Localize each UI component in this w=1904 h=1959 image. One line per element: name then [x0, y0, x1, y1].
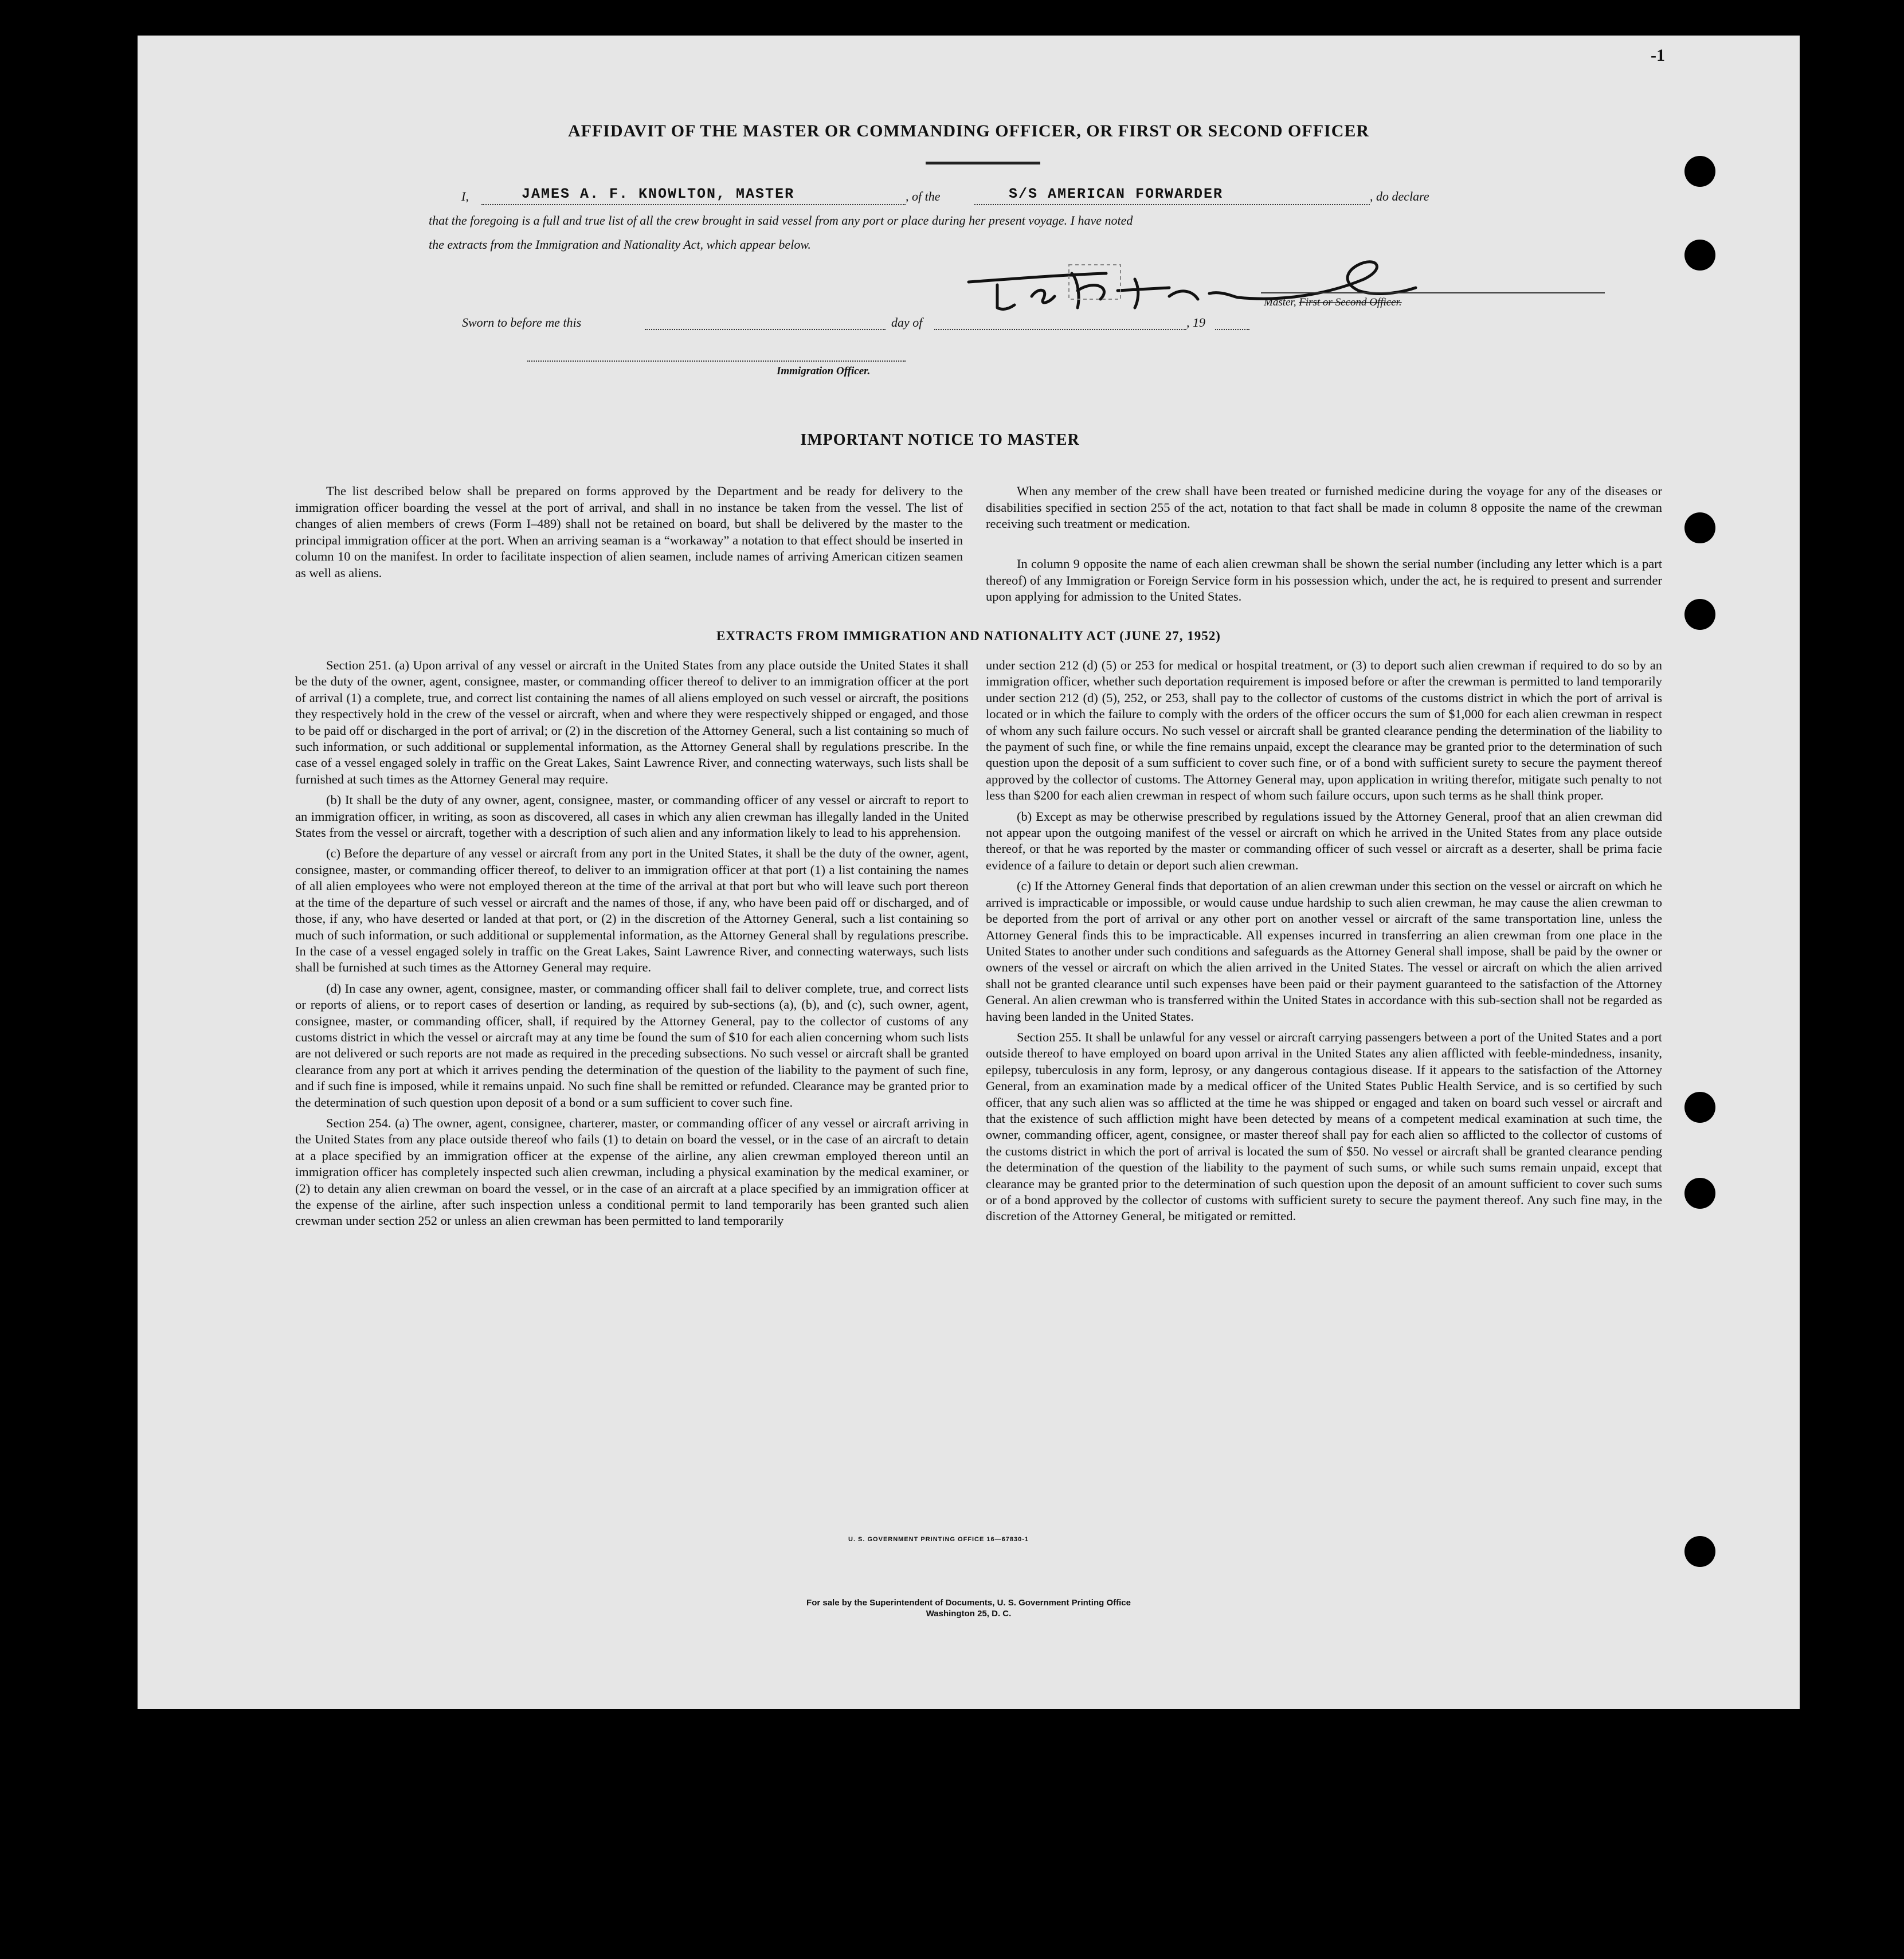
notice-right-paragraph-2: In column 9 opposite the name of each alien crewman shall be shown the serial number (including any letter which is a part thereof) of any Immigration or Foreign Service form in his possession which, under the act, he is required to present and surrender upon applying for admission to the United States.	[986, 557, 1662, 604]
signature-line	[1261, 292, 1605, 293]
vessel-name: S/S AMERICAN FORWARDER	[1009, 186, 1224, 202]
section-251-a: Section 251. (a) Upon arrival of any vessel or aircraft in the United States from any place outside the United States it shall be the duty of the owner, agent, consignee, master, or commanding officer thereof to deliver to an immigration officer at the port of arrival (1) a complete, true, and correct list containing the names of all aliens employed on such vessel or aircraft, the positions they respectively hold in the crew of the vessel or aircraft, when and where they were respectively shipped or engaged, and those to be paid off or discharged in the port of arrival; or (2) in the discretion of the Attorney General, such a list containing so much of such information, or such additional or supplemental information, as the Attorney General shall by regulations prescribe. In the case of a vessel engaged solely in traffic on the Great Lakes, Saint Lawrence River, and connecting waterways, such lists shall be furnished at such times as the Attorney General may require.	[295, 658, 969, 786]
punch-hole	[1684, 512, 1715, 543]
punch-hole	[1684, 1536, 1715, 1567]
section-254-c: (c) If the Attorney General finds that deportation of an alien crewman under this section on the vessel or aircraft on which he arrived is impracticable or impossible, or would cause undue hardship to such alien crewman, he may cause the alien crewman to be deported from the port of arrival or any other port on another vessel or aircraft of the same transportation line, unless the Attorney General finds this to be impracticable. All expenses incurred in transferring an alien crewman from one place in the United States to another under such conditions and safeguards as the Attorney General shall impose, shall be paid by the owner or owners of the vessel or aircraft on which the alien arrived in the United States. The vessel or aircraft on which the alien arrived shall not be granted clearance until such expenses have been paid or their payment guaranteed to the satisfaction of the Attorney General. An alien crewman who is transferred within the United States in accordance with this sub-section shall not be regarded as having been landed in the United States.	[986, 879, 1662, 1024]
punch-hole	[1684, 599, 1715, 630]
declaration-line-3: the extracts from the Immigration and Nationality Act, which appear below.	[429, 237, 811, 252]
section-254-a-continued: under section 212 (d) (5) or 253 for medical or hospital treatment, or (3) to deport such alien crewman if required to do so by an immigration officer, whether such deportation requirement is imposed before or after the crewman is permitted to land temporarily under section 212 (d) (5), 252, or 253, shall pay to the collector of customs of the customs district in which the port of arrival is located or in which the failure to comply with the orders of the officer occurs the sum of $1,000 for each alien crewman in respect of whom any such failure occurs. No such vessel or aircraft shall be granted clearance pending the determination of the liability to the payment of such fine, or while the fine remains unpaid, except the clearance may be granted prior to the determination of such question upon the deposit of a sum sufficient to cover such fine, or of a bond with sufficient surety to secure the payment thereof approved by the collector of customs. The Attorney General may, upon application in writing therefor, mitigate such penalty to not less than $200 for each alien crewman in respect of whom such failure occurs, upon such terms as he shall think proper.	[986, 658, 1662, 803]
sworn-label: Sworn to before me this	[462, 315, 582, 330]
notice-title: IMPORTANT NOTICE TO MASTER	[800, 431, 1080, 449]
signature-caption	[1264, 296, 1402, 309]
section-251-b: (b) It shall be the duty of any owner, agent, consignee, master, or commanding officer of any vessel or aircraft to report to an immigration officer, in writing, as soon as discovered, all cases in which any alien crewman has illegally landed in the United States from the vessel or aircraft, together with a description of such alien and any information likely to lead to his apprehension.	[295, 793, 969, 840]
notice-left-paragraph: The list described below shall be prepared on forms approved by the Department and be ready for delivery to the immigration officer boarding the vessel at the port of arrival, and shall in no instance be taken from the vessel. The list of changes of alien members of crews (Form I–489) shall not be retained on board, but shall be delivered by the master to the principal immigration officer at the port. When an arriving seaman is a “workaway” a notation to that effect should be inserted in column 10 on the manifest. In order to facilitate inspection of alien seamen, include names of arriving American citizen seamen as well as aliens.	[295, 484, 963, 580]
master-name: JAMES A. F. KNOWLTON, MASTER	[522, 186, 795, 202]
section-255: Section 255. It shall be unlawful for any vessel or aircraft carrying passengers between a port of the United States and a port outside thereof to have employed on board upon arrival in the United States any alien afflicted with feeble-mindedness, insanity, epilepsy, tuberculosis in any form, leprosy, or any dangerous contagious disease. If it appears to the satisfaction of the Attorney General, from an examination made by a medical officer of the United States Public Health Service, and is so certified by such officer, that any such alien was so afflicted at the time he was shipped or engaged and taken on board such vessel or aircraft and that the existence of such affliction might have been detected by means of a competent medical examination at such time, the owner, commanding officer, agent, consignee, or master thereof shall pay for each alien so afflicted to the collector of customs of the customs district in which the port of arrival is located the sum of $50. No vessel or aircraft shall be granted clearance pending the determination of the question of the liability to the payment of such sums, or while such sums remain unpaid, except that clearance may be granted prior to the determination of such question upon the deposit of an amount sufficient to cover such sums or of a bond approved by the collector of customs with sufficient surety to secure the payment thereof. Any such fine may, in the discretion of the Attorney General, be mitigated or remitted.	[986, 1029, 1662, 1224]
title-rule	[926, 162, 1040, 164]
punch-hole	[1684, 156, 1715, 187]
sale-line-1: For sale by the Superintendent of Documents, U. S. Government Printing Office	[806, 1598, 1131, 1608]
section-251-d: (d) In case any owner, agent, consignee, master, or commanding officer shall fail to deliver complete, true, and correct lists or reports of aliens, or to report cases of desertion or landing, as required by sub-sections (a), (b), and (c), such owner, agent, consignee, master, or commanding officer, shall, if required by the Attorney General, pay to the collector of customs of any customs district in which the vessel or aircraft may at any time be found the sum of $10 for each alien concerning whom such lists are not delivered or such reports are not made as required in the preceding subsections. No such vessel or aircraft shall be granted clearance from any port at which it arrives pending the determination of the question of the liability to the payment of such fine, and if such fine is imposed, while it remains unpaid. No such fine shall be remitted or refunded. Clearance may be granted prior to the determination of such question upon deposit of a bond or a sum sufficient to cover such fine.	[295, 981, 969, 1110]
declaration-i-label: I,	[461, 189, 469, 203]
extracts-left-column	[295, 657, 969, 1234]
name-line	[481, 204, 906, 205]
punch-hole	[1684, 240, 1715, 271]
affidavit-title: AFFIDAVIT OF THE MASTER OR COMMANDING OFFICER, OR FIRST OR SECOND OFFICER	[567, 122, 1370, 140]
year-line	[1215, 329, 1249, 330]
officer-signature-line	[527, 361, 906, 362]
section-254-a: Section 254. (a) The owner, agent, consignee, charterer, master, or commanding officer of any vessel or aircraft arriving in the United States from any place outside thereof who fails (1) to detain on board the vessel, or in the case of an aircraft to detain at a place specified by an immigration officer at the expense of the airline, any alien crewman employed thereon until an immigration officer has completely inspected such alien crewman, including a physical examination by the medical examiner, or (2) to detain any alien crewman on board the vessel, or in the case of an aircraft at a place specified by an immigration officer at the expense of the airline, after such inspection unless a conditional permit to land temporarily has been granted such alien crewman under section 252 or unless an alien crewman has been permitted to land temporarily	[295, 1115, 969, 1228]
page-number-mark: -1	[1651, 46, 1665, 65]
section-254-b: (b) Except as may be otherwise prescribed by regulations issued by the Attorney General, proof that an alien crewman did not appear upon the outgoing manifest of the vessel or aircraft on which he arrived in the United States from any place outside thereof, or that he was reported by the master or commanding officer of such vessel or aircraft as a deserter, shall be prima facie evidence of a failure to detain or deport such alien crewman.	[986, 809, 1662, 872]
section-251-c: (c) Before the departure of any vessel or aircraft from any port in the United States, it shall be the duty of the owner, agent, consignee, master, or commanding officer thereof, to deliver to an immigration officer at that port (1) a list containing the names of all alien employees who were not employed thereon at the time of the arrival at that port but who will leave such port thereon at the time of the departure of such vessel or aircraft and the names of those, if any, who have been paid off or discharged, and of those, if any, who have deserted or landed at that port, or (2) in the discretion of the Attorney General, such a list containing so much of such information, or such additional or supplemental information, as the Attorney General shall by regulations prescribe. In the case of a vessel engaged solely in traffic on the Great Lakes, Saint Lawrence River, and connecting waterways, such lists shall be furnished at such times as the Attorney General may require.	[295, 846, 969, 975]
caption-master: Master,	[1264, 296, 1296, 308]
year-label: , 19	[1186, 315, 1205, 330]
month-line	[934, 329, 1186, 330]
declaration-line-2: that the foregoing is a full and true list of all the crew brought in said vessel from any port or place during her present voyage. I have noted	[429, 213, 1133, 228]
vessel-line	[974, 204, 1370, 205]
of-the-label: , of the	[906, 189, 941, 203]
extracts-right-column	[986, 657, 1662, 1229]
gpo-imprint: U. S. GOVERNMENT PRINTING OFFICE 16—67830-1	[848, 1536, 1029, 1543]
extracts-title: EXTRACTS FROM IMMIGRATION AND NATIONALITY ACT (JUNE 27, 1952)	[716, 629, 1221, 643]
sale-line-2: Washington 25, D. C.	[926, 1609, 1012, 1619]
day-of-label: day of	[891, 315, 923, 330]
form-page	[138, 36, 1800, 1709]
immigration-officer-caption: Immigration Officer.	[777, 365, 871, 377]
caption-struck-officer: First or Second Officer.	[1299, 296, 1402, 308]
punch-hole	[1684, 1178, 1715, 1209]
sworn-date-line	[645, 329, 886, 330]
punch-hole	[1684, 1092, 1715, 1123]
notice-right-paragraph-1: When any member of the crew shall have been treated or furnished medicine during the voyage for any of the diseases or disabilities specified in section 255 of the act, notation to that fact shall be made in column 8 opposite the name of the crewman receiving such treatment or medication.	[986, 484, 1662, 531]
sale-notice	[653, 1597, 1284, 1619]
do-declare-label: , do declare	[1370, 189, 1429, 203]
